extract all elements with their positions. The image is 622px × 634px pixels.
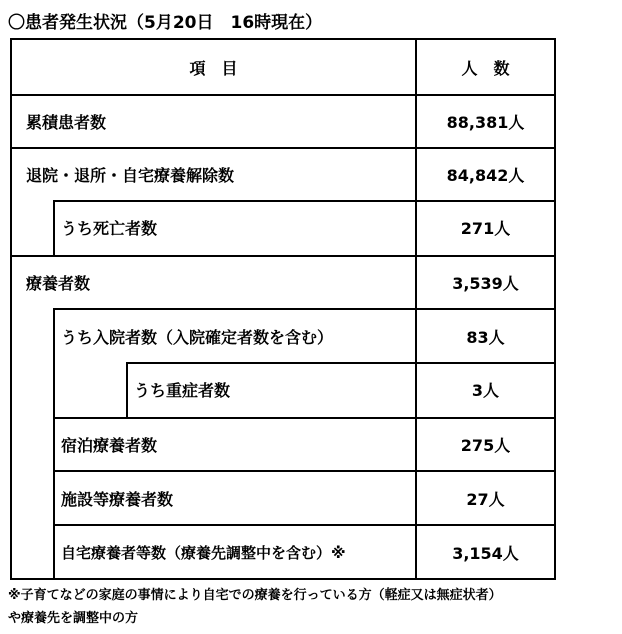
row-value-deaths: 271人 xyxy=(460,219,511,238)
row-value-discharged: 84,842人 xyxy=(446,166,525,185)
row-value-hotel: 275人 xyxy=(460,436,511,455)
row-label-hotel: 宿泊療養者数 xyxy=(61,436,158,455)
row-label-cumulative: 累積患者数 xyxy=(26,113,107,132)
row-label-facility: 施設等療養者数 xyxy=(61,489,174,509)
header-item: 項 目 xyxy=(189,58,238,78)
row-label-hospitalized: うち入院者数（入院確定者数を含む） xyxy=(61,327,334,347)
header-count: 人 数 xyxy=(461,58,510,78)
footnote-line-1: ※子育てなどの家庭の事情により自宅での療養を行っている方（軽症又は無症状者） xyxy=(8,588,502,603)
row-value-home: 3,154人 xyxy=(452,543,519,563)
row-label-under-care: 療養者数 xyxy=(26,274,91,293)
row-label-home: 自宅療養者等数（療養先調整中を含む）※ xyxy=(61,543,346,562)
row-label-discharged: 退院・退所・自宅療養解除数 xyxy=(26,166,235,185)
row-label-deaths: うち死亡者数 xyxy=(61,219,158,238)
row-label-severe: うち重症者数 xyxy=(134,381,231,400)
row-value-under-care: 3,539人 xyxy=(452,274,519,293)
page-title: 〇患者発生状況（5月20日 16時現在） xyxy=(8,13,323,33)
row-value-hospitalized: 83人 xyxy=(466,327,505,347)
row-value-facility: 27人 xyxy=(466,489,505,509)
row-value-cumulative: 88,381人 xyxy=(446,113,525,132)
footnote-line-2: や療養先を調整中の方 xyxy=(8,611,139,626)
row-value-severe: 3人 xyxy=(471,381,500,400)
